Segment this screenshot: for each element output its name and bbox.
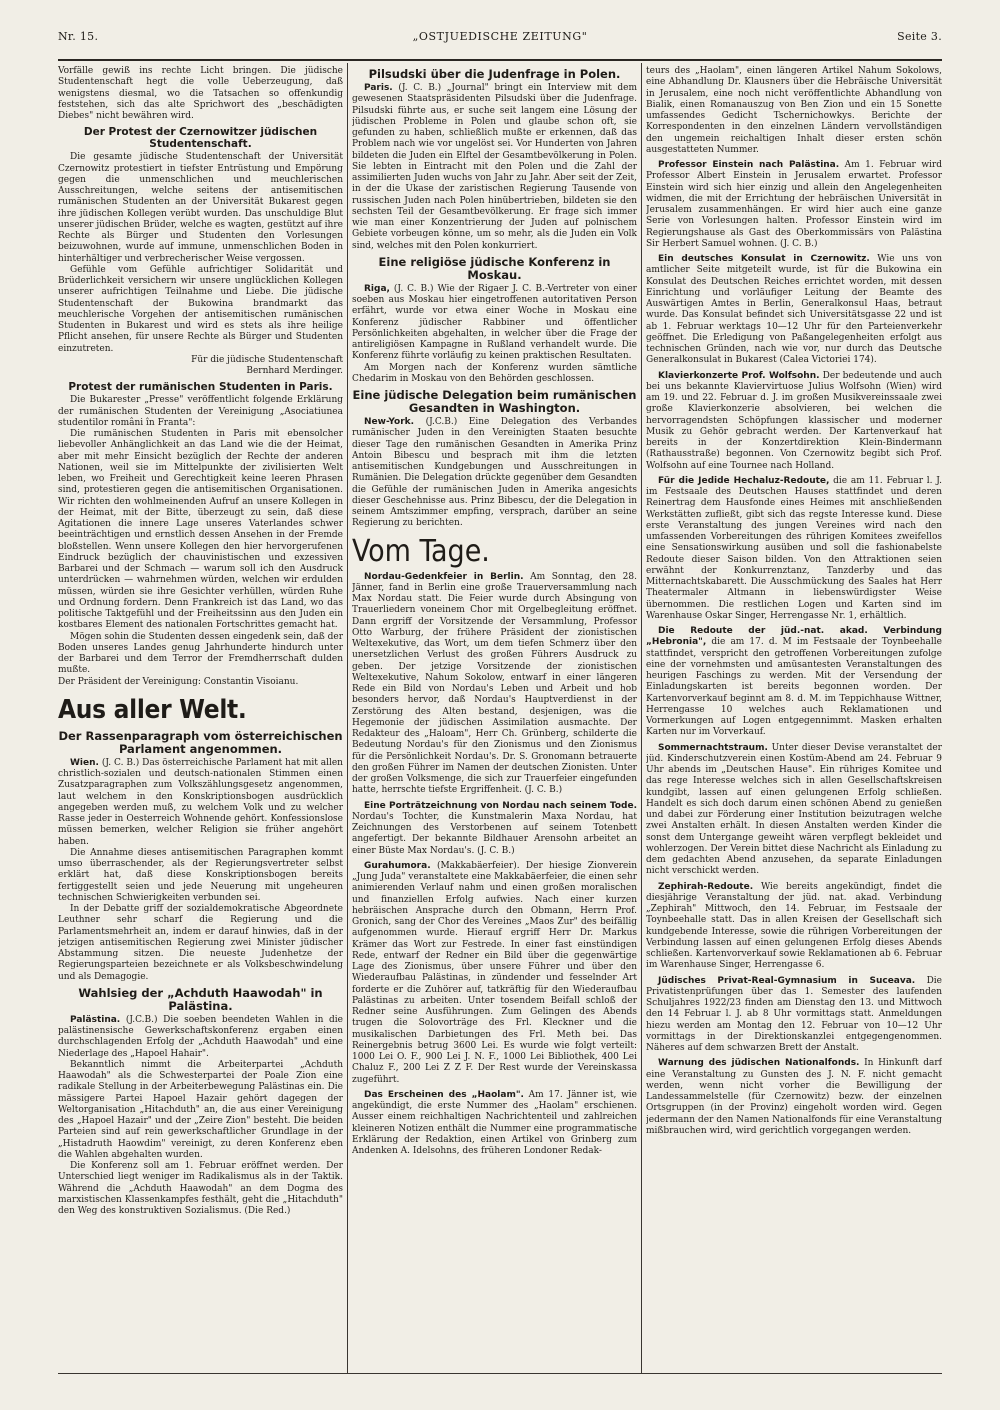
article-headline: Der Protest der Czernowitzer jüdischen Studentenschaft. — [83, 126, 318, 151]
article-text: Am 1. Februar wird Professor Albert Einstein in Jerusalem erwartet. Professor Einstein wird sich hier einzig und allein den Angelegenheiten widmen, die mit der Errichtung der hebräischen Universität in Jerusalem zusammenhängen. Er wird hier auch eine ganze Serie von Vorlesungen halten. Professor Einstein wird im Regierungshause als Gast des Oberkommissärs von Palästina Sir Herbert Samuel wohnen. (J. C. B.) — [646, 160, 942, 249]
article-hechaluz — [646, 476, 942, 622]
article-wahlsieg — [58, 987, 343, 1218]
article-text: In Hinkunft darf eine Veranstaltung zu Gunsten des J. N. F. nicht gemacht werden, wenn nicht vorher die Bewilligung der Landessammelstelle (für Czernowitz) bezw. der einzelnen Ortsgruppen (in der Provinz) eingeholt worden wird. Gegen jedermann der den Namen Nationalfonds für eine Veranstaltung mißbrauchen wird, wird gerichtlich vorgegangen werden. — [646, 1058, 942, 1136]
article-text: Bekanntlich nimmt die Arbeiterpartei „Achduth Haawodah" als die Schwesterpartei der Poale Zion eine radikale Stellung in der Arbeiterbewegung Palästinas ein. Die mässigere Partei Hapoel Hazair gehört dagegen der Weltorganisation „Hitachduth" an, die aus einer Vereinigung des „Hapoel Hazair" und der „Zeire Zion" besteht. Die beiden Parteien sind auf rein gewerkschaftlicher Grundlage in der „Histadruth Haowdim" vereinigt, zu deren Konferenz eben die Wahlen abgehalten wurden. — [58, 1059, 343, 1160]
article-dateline: Die Redoute der jüd.-nat. akad. Verbindung „Hebronia", — [646, 626, 942, 648]
article-protest-czernowitz — [58, 126, 343, 377]
article-signature: Bernhard Merdinger. — [246, 366, 343, 376]
article-dateline: Jüdisches Privat-Real-Gymnasium in Suceava. — [658, 975, 916, 986]
article-text: die am 17. d. M im Festsaale der Toynbeehalle stattfindet, verspricht den getroffenen Vorbereitungen zufolge eine der vornehmsten und amüsantesten Veranstaltungen des heurigen Faschings zu werden. Mit der Versendung der Einladungskarten ist bereits begonnen worden. Der Kartenvorverkauf beginnt am 8. d. M. im Teppichhause Wittner, Herrengasse 10 welches auch Reklamationen und Vormerkungen auf Logen entgegennimmt. Masken erhalten Karten nur im Vorverkauf. — [646, 637, 942, 738]
article-dateline: Ein deutsches Konsulat in Czernowitz. — [658, 254, 870, 264]
article-text: Mögen sohin die Studenten dessen eingedenk sein, daß der Boden unseres Landes genug Jahrhunderte hindurch unter der Barbarei und dem Terror der Fremdherrschaft dulden mußte. — [58, 631, 343, 676]
article-dateline: Das Erscheinen des „Haolam". — [364, 1089, 524, 1100]
header-rule — [58, 59, 942, 61]
article-text: Die Konferenz soll am 1. Februar eröffnet werden. Der Unterschied liegt weniger im Radikalismus als in der Taktik. Während die „Achduth Haawodah" an dem Dogma des marxistischen Klassenkampfes festhält, geht die „Hitachduth" den Weg des konstruktiven Sozialismus. (Die Red.) — [58, 1161, 343, 1216]
article-dateline: Palästina. — [70, 1014, 121, 1025]
article-dateline: Gurahumora. — [364, 860, 431, 871]
article-text: Unter dieser Devise veranstaltet der jüd. Kinderschutzverein einen Kostüm-Abend am 24. Februar 9 Uhr abends im „Deutschen Hause". Ein rühriges Komitee und das rege Interesse welches sich in allen Gesellschaftskreisen kundgibt, lassen auf einen gelungenen Erfolg schließen. Handelt es sich doch darum einen schönen Abend zu genießen und dabei zur Förderung einer Institution beizutragen welche zwei Anstalten erhält. In diesen Anstalten werden Kinder die sonst dem Untergange geweiht wären verpflegt bekleidet und wohlerzogen. Der Verein bittet diese Nachricht als Einladung zu dem gedachten Abend anzusehen, da separate Einladungen nicht verschickt werden. — [646, 742, 942, 877]
article-washington — [352, 389, 637, 530]
article-moskau — [352, 256, 637, 385]
article-text: Am 17. Jänner ist, wie angekündigt, die erste Nummer des „Haolam" erschienen. Ausser einem reichhaltigen Nachrichtenteil und zahlreichen kleineren Notizen enthält die Nummer eine programmatische Erklärung der Redaktion, einen Artikel von Grinberg zum Andenken A. Idelsohns, des früheren Londoner Redak- — [352, 1089, 637, 1156]
article-dateline: Paris. — [364, 83, 393, 93]
article-text: Die Bukarester „Presse" veröffentlicht folgende Erklärung der rumänischen Studenten der Vereinigung „Asociatiunea studentilor români în Franta": — [58, 395, 343, 428]
article-nordau-feier — [352, 572, 637, 797]
article-dateline: Riga, — [364, 283, 390, 294]
article-text: Die rumänischen Studenten in Paris mit ebensolcher liebevoller Anhänglichkeit an das Land wie die der Heimat, aber mit mehr Einsicht bezüglich der Rechte der anderen Nationen, weil sie im Mittelpunkte der zivilisierten Welt leben, wo Freiheit und Gerechtigkeit keine leeren Phrasen sind, protestieren gegen die antisemitischen Organisationen. Wir richten den wohlmeinenden Aufruf an unsere Kollegen in der Heimat, mit der Bitte, überzeugt zu sein, daß diese Agitationen die innere Lage unseres Vaterlandes schwer beeinträchtigen und ernstlich dessen Ansehen in der Fremde bloßstellen. Wenn unsere Kollegen den hier hervorgerufenen Eindruck bezüglich der chauvinistischen und exzessiven Barbarei und der Schmach — warum soll ich den Ausdruck unterdrücken — wahrnehmen würden, welchen wir erdulden müssen, würden sie ihre Gesichter verhüllen, würden Ruhe und Ordnung fordern. Denn Frankreich ist das Land, wo das politische Taktgefühl und der Freiheitssinn aus den Juden ein kostbares Element des nationalen Fortschrittes gemacht hat. — [58, 429, 343, 631]
article-text: In der Debatte griff der sozialdemokratische Abgeordnete Leuthner sehr scharf die Regierung und die Parlamentsmehrheit an, indem er darauf hinwies, daß in der jetzigen antisemitischen Regierung zwei Minister jüdischer Abstammung sitzen. Die neueste Judenhetze der Regierungsparteien bezeichnete er als Volksbeschwindelung und als Demagogie. — [58, 904, 343, 982]
article-text: (J. C. B.) Wie der Rigaer J. C. B.-Vertreter von einer soeben aus Moskau hier eingetroffenen autoritativen Person erfährt, wurde vor etwa einer Woche in Moskau eine Konferenz jüdischer Rabbiner und öffentlicher Persönlichkeiten abgehalten, in welcher über die Frage der antireligiösen Kampagne in Rußland verhandelt wurde. Die Konferenz führte vorläufig zu keinen praktischen Resultaten. — [352, 283, 637, 362]
article-text: Die Annahme dieses antisemitischen Paragraphen kommt umso überraschender, als der Regierungsvertreter selbst erklärt hat, daß diese Konskriptionsbogen bereits fertiggestellt seien und jede Neuerung mit ungeheuren technischen Schwierigkeiten verbunden sei. — [58, 847, 343, 903]
article-protest-paris — [58, 381, 343, 688]
article-signature: Der Präsident der Vereinigung: Constantin Visoianu. — [58, 676, 299, 687]
article-text: Vorfälle gewiß ins rechte Licht bringen. Die jüdische Studentenschaft hegt die volle Ueberzeugung, daß wenigstens diesmal, wo die Tatsachen so offenkundig feststehen, sich das alte Sprichwort des „beschädigten Diebes" nicht bewähren wird. — [58, 66, 343, 121]
article-haolam — [352, 1090, 637, 1158]
article-headline: Eine religiöse jüdische Konferenz in Moskau. — [378, 254, 611, 282]
column-1 — [58, 66, 343, 1371]
footer-rule — [58, 1373, 942, 1374]
article-warnung — [646, 1058, 942, 1137]
article-dateline: Sommernachtstraum. — [658, 742, 768, 753]
article-rassenparagraph — [58, 730, 343, 983]
article-gymnasium — [646, 976, 942, 1055]
article-text: teurs des „Haolam", einen längeren Artikel Nahum Sokolows, eine Abhandlung Dr. Klausners über die Hebräische Universität in Jerusalem, eine noch nicht veröffentlichte Abhandlung von Bialik, einen Romanauszug von Ben Zion und ein 15 Sonette umfassendes Gedicht Tschernichowkys. Berichte der Korrespondenten in den einzelnen Ländern vervollständigen den ungemein reichaltigen Inhalt dieser ersten schön ausgestatteten Nummer. — [646, 66, 942, 155]
article-headline: Eine Porträtzeichnung von Nordau nach seinem Tode. — [364, 800, 637, 811]
article-text: (Makkabäerfeier). Der hiesige Zionverein „Jung Juda" veranstaltete eine Makkabäerfeier, die einen sehr animierenden Verlauf nahm und einen großen moralischen und finanziellen Erfolg aufwies. Nach einer kurzen hebräischen Ansprache durch den Obmann, Herrn Prof. Gronich, sang der Chor des Vereines „Maos Zur" des beifällig aufgenommen wurde. Hierauf ergriff Herr Dr. Markus Krämer das Wort zur Festrede. In einer fast einstündigen Rede, entwarf der Redner ein Bild über die gegenwärtige Lage des Zionismus, über unsere Führer und über den Wiederaufbau Palästinas, in zündender und fesselnder Art forderte er die Zuhörer auf, tatkräftig für den Wiederaufbau Palästinas zu arbeiten. Unter tosendem Beifall schloß der Redner seine Ausführungen. Zum Gelingen des Abends trugen die Solovorträge des Frl. Kleckner und die musikalischen Darbietungen des Frl. Meth bei. Das Reinergebnis betrug 3600 Lei. Es wurde wie folgt verteilt: 1000 Lei O. F., 900 Lei J. N. F., 1000 Lei Bibliothek, 400 Lei Chaluz F., 200 Lei Z Z F. Der Rest wurde der Vereinskassa zugeführt. — [352, 860, 637, 1085]
article-dateline: New-York. — [364, 417, 415, 427]
article-konsulat — [646, 254, 942, 367]
article-haolam-continued — [646, 66, 942, 156]
article-klavierkonzerte — [646, 371, 942, 472]
article-zephirah — [646, 882, 942, 972]
article-text: die am 11. Februar l. J. im Festsaale des Deutschen Hauses stattfindet und deren Reinertrag dem Hausfonde eines Heimes mit anschließenden Werkstätten zufließt, gibt sich das regste Interesse kund. Diese erste Veranstaltung des jungen Vereines wird nach den umfassenden Vorbereitungen des rührigen Komitees zweifellos eine Sensationswirkung ausüben und soll die fashionabelste Redoute dieser Saison bilden. Von den Attraktionen seien erwähnt der Konkurrenztanz, Tanzderby und das Mitternachtskabarett. Die Ausschmückung des Saales hat Herr Theatermaler Altmann in liebenswürdigster Weise übernommen. Die restlichen Logen und Karten sind im Warenhause Oskar Singer, Herrengasse Nr. 1, erhältlich. — [646, 475, 942, 621]
article-text: Die Privatistenprüfungen über das 1. Semester des laufenden Schuljahres 1922/23 finden am Dienstag den 13. und Mittwoch den 14 Februar l. J. ab 8 Uhr vormittags statt. Anmeldungen hiezu werden am Montag den 12. Februar von 10—12 Uhr vormittags in der Direktionskanzlei entgegengenommen. Näheres auf dem schwarzen Brett der Anstalt. — [646, 975, 942, 1053]
article-text: (J. C. B.) „Journal" bringt ein Interview mit dem gewesenen Staatspräsidenten Pilsudski über die Judenfrage. Pilsudski führte aus, er suche seit langem eine Lösung der jüdischen Probleme in Polen und glaube schon oft, sie gefunden zu haben, schließlich mußte er erkennen, daß das Problem nach wie vor ungelöst sei. Vor Hunderten von Jahren bildeten die Juden ein Elftel der Gesamtbevölkerung in Polen. Sie lebten in Eintracht mit den Polen und die Zahl der assimilierten Juden wuchs von Jahr zu Jahr. Aber seit der Zeit, in der die Ukase der zaristischen Regierung Tausende von russischen Juden nach Polen hinübertrieben, bildeten sie den sechsten Teil der Gesamtbevölkerung. Er frage sich immer wie man einer Konzentrierung der Juden auf polnischem Gebiete vorbeugen könne, um so mehr, als die Juden ein Volk sind, welches mit den Polen konkurriert. — [352, 83, 637, 251]
article-text: (J. C. B.) Das österreichische Parlament hat mit allen christlich-sozialen und deutsch-nationalen Stimmen einen Zusatzparagraphen zum Volkszählungsgesetz angenommen, laut welchem in den Konskriptionsbogen ausdrücklich angegeben werden muß, zu welchem Volk und zu welcher Rasse jeder in Oesterreich Wohnende gehört. Konfessionslose müssen bemerken, welcher Religion sie früher angehört haben. — [58, 757, 343, 847]
article-intro — [58, 66, 343, 122]
article-gurahumora — [352, 861, 637, 1086]
article-signature: Für die jüdische Studentenschaft — [191, 354, 343, 365]
column-3 — [646, 66, 942, 1371]
article-dateline: Warnung des jüdischen Nationalfonds. — [658, 1058, 860, 1069]
article-text: Wie bereits angekündigt, findet die diesjährige Veranstaltung der jüd. nat. akad. Verbindung „Zephirah" Mittwoch, den 14. Februar, im Festsaale der Toynbeehalle statt. Das in allen Kreisen der Gesellschaft sich kundgebende Interesse, sowie die rührigen Vorbereitungen der Verbindung lassen auf einen gelungenen Erfolg dieses Abends schließen. Kartenvorverkauf sowie Reklamationen ab 6. Februar im Warenhause Singer, Herrengasse 6. — [646, 881, 942, 971]
article-dateline: Klavierkonzerte Prof. Wolfsohn. — [658, 370, 820, 381]
article-headline: Eine jüdische Delegation beim rumänischen Gesandten in Washington. — [352, 388, 637, 415]
column-2 — [352, 66, 637, 1371]
page-header — [58, 30, 942, 50]
article-text: (J.C.B.) Eine Delegation des Verbandes rumänischer Juden in den Vereinigten Staaten besuchte dieser Tage den rumänischen Gesandten in Amerika Prinz Antoin Bibescu und besprach mit ihm die letzten antisemitischen Kundgebungen und Ausschreitungen in Rumänien. Die Delegation drückte gegenüber dem Gesandten die Gefühle der rumänischen Juden in Amerika angesichts dieser Geschehnisse aus. Prinz Bibescu, der die Delegation in seinem Amtszimmer empfing, versprach, darüber an seine Regierung zu berichten. — [352, 417, 637, 529]
issue-number: Nr. 15. — [58, 30, 99, 43]
section-title: Vom Tage. — [352, 533, 490, 569]
article-text: Nordau's Tochter, die Kunstmalerin Maxa Nordau, hat Zeichnungen des Verstorbenen auf seinem Totenbett angefertigt. Der bekannte Bildhauer Arensohn arbeitet an einer Büste Max Nordau's. (J. C. B.) — [352, 811, 637, 856]
article-dateline: Nordau-Gedenkfeier in Berlin. — [364, 571, 524, 582]
article-text: Gefühle vom Gefühle aufrichtiger Solidarität und Brüderlichkeit versichern wir unsere unglücklichen Kollegen unserer aufrichtigen Teilnahme und Liebe. Die jüdische Studentenschaft der Bukowina brandmarkt das meuchlerische Vorgehen der antisemitischen rumänischen Studenten in Bukarest und wird es stets als ihre heilige Pflicht ansehen, für unsere Rechte als Bürger und Studenten einzutreten. — [58, 264, 343, 354]
column-divider — [347, 63, 348, 1373]
article-headline: Protest der rumänischen Studenten in Paris. — [68, 381, 333, 394]
article-einstein — [646, 160, 942, 250]
article-headline: Pilsudski über die Judenfrage in Polen. — [368, 67, 621, 81]
section-title: Aus aller Welt. — [58, 694, 247, 725]
article-text: Die gesamte jüdische Studentenschaft der Universität Czernowitz protestiert in tiefster Entrüstung und Empörung gegen die unmenschlichen und meuchlerischen Ausschreitungen, welche seitens der antisemitischen rumänischen Studenten an der Universität Bukarest gegen ihre jüdischen Kollegen verübt wurden. Das unschuldige Blut unserer jüdischen Brüder, welche es wagten, gestützt auf ihre Rechte als Bürger und Studenten den Vorlesungen beizuwohnen, wurde auf immune, unmenschlichen Boden in hinterhältiger und verbrecherischer Weise vergossen. — [58, 152, 343, 264]
column-divider — [641, 63, 642, 1373]
article-headline: Der Rassenparagraph vom österreichischen Parlament angenommen. — [58, 728, 343, 756]
article-portraet — [352, 801, 637, 857]
page-number: Seite 3. — [897, 30, 942, 43]
article-text: (J.C.B.) Die soeben beendeten Wahlen in die palästinensische Gewerkschaftskonferenz ergaben einen durchschlagenden Erfolg der „Achduth Haawodah" und eine Niederlage des „Hapoel Hahair". — [58, 1014, 343, 1059]
article-dateline: Professor Einstein nach Palästina. — [658, 160, 840, 170]
article-dateline: Wien. — [70, 757, 99, 768]
article-text: Am Sonntag, den 28. Jänner, fand in Berlin eine große Trauerversammlung nach Max Nordau statt. Die Feier wurde durch Absingung von Trauerliedern voneinem Chor mit Orgelbegleitung eröffnet. Dann ergriff der Vorsitzende der Versammlung, Professor Otto Warburg, der frühere Präsident der zionistischen Weltexekutive, das Wort, um dem tiefen Schmerz über den unersetzlichen Verlust des großen Führers Ausdruck zu geben. Der jetzige Vorsitzende der zionistischen Weltexekutive, Nahum Sokolow, entwarf in einer längeren Rede ein Bild von Nordau's Leben und Arbeit und hob besonders hervor, daß Nordau's Hauptverdienst in der Zerstörung des Alten bestand, desjenigen, was die Hegemonie der jüdischen Assimilation ausmachte. Der Redakteur des „Haloam", Herr Ch. Grünberg, schilderte die Bedeutung Nordau's für den Zionismus und den Zionismus für die Persönlichkeit Nordau's. Dr. S. Gronomann betrauerte den großen Führer im Namen der deutschen Zionisten. Unter der großen Volksmenge, die sich zur Trauerfeier eingefunden hatte, herrschte tiefste Ergriffenheit. (J. C. B.) — [352, 571, 637, 796]
article-headline: Wahlsieg der „Achduth Haawodah" in Palästina. — [78, 985, 323, 1013]
article-dateline: Zephirah-Redoute. — [658, 881, 754, 892]
article-dateline: Für die Jedide Hechaluz-Redoute, — [658, 475, 830, 486]
article-text: Wie uns von amtlicher Seite mitgeteilt wurde, ist für die Bukowina ein Konsulat des Deutschen Reiches errichtet worden, mit dessen Einrichtung und vorläufiger Leitung der Beamte des Auswärtigen Amtes in Berlin, Generalkonsul Haas, betraut wurde. Das Konsulat befindet sich Universitätsgasse 22 und ist ab 1. Februar werktags 10—12 Uhr für den Parteienverkehr geöffnet. Die Erledigung von Paßangelegenheiten erfolgt aus technischen Gründen, nach wie vor, nur durch das Deutsche Generalkonsulat in Bukarest (Calea Victoriei 174). — [646, 254, 942, 366]
article-text: Der bedeutende und auch bei uns bekannte Klaviervirtuose Julius Wolfsohn (Wien) wird am 19. und 22. Februar d. J. im großen Musikvereinssaale zwei große Klavierkonzerie absolvieren, bei welchen die hervorragendsten Schöpfungen klassischer und moderner Musik zu Gehör gebracht werden. Der Kartenverkauf hat bereits in der Konzertdirektion Klein-Bindermann (Rathausstraße) begonnen. Von Czernowitz begibt sich Prof. Wolfsohn auf eine Tournee nach Holland. — [646, 370, 942, 471]
newspaper-title: „OSTJUEDISCHE ZEITUNG" — [412, 30, 588, 43]
article-text: Am Morgen nach der Konferenz wurden sämtliche Chedarim in Moskau von den Behörden geschlossen. — [352, 362, 637, 384]
article-hebronia — [646, 626, 942, 739]
article-pilsudski — [352, 68, 637, 252]
article-sommernachtstraum — [646, 743, 942, 878]
